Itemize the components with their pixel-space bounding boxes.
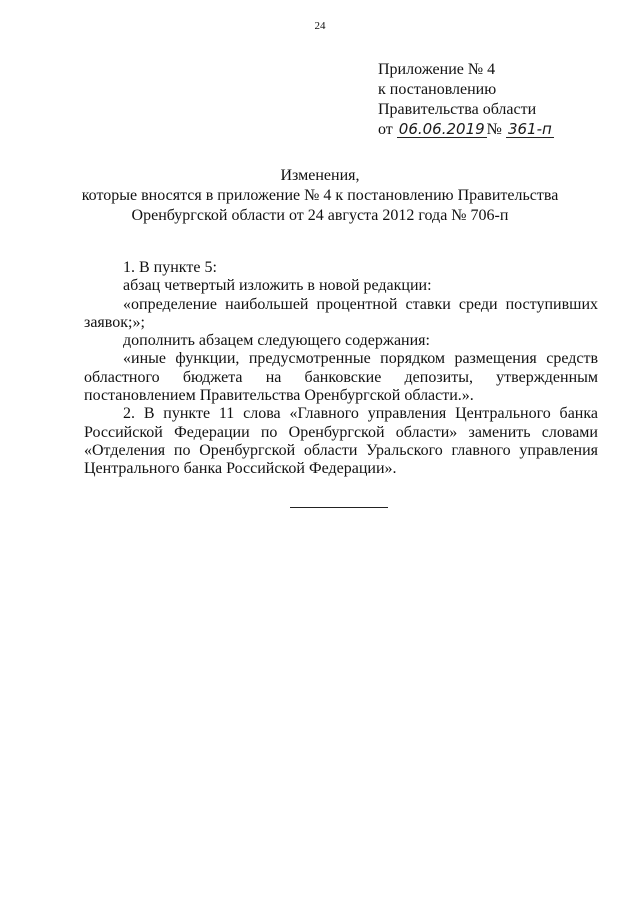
number-sign: № (486, 121, 502, 138)
appendix-line-3: Правительства области (378, 101, 537, 118)
handwritten-number: 361-п (507, 120, 552, 138)
document-title (0, 166, 640, 226)
paragraph-quote-2: «иные функции, предусмотренные порядком размещения средств областного бюджета на банковские депозиты, утвержденным постановлением Правительства Оренбургской области.». (84, 350, 598, 405)
appendix-line-1: Приложение № 4 (378, 61, 496, 78)
paragraph-abzac: абзац четвертый изложить в новой редакции: (123, 277, 432, 295)
closing-divider (290, 507, 388, 508)
document-body (84, 259, 598, 479)
paragraph-quote-1: «определение наибольшей процентной ставки среди поступивших заявок;»; (84, 295, 598, 331)
appendix-header (378, 60, 554, 140)
appendix-line-2: к постановлению (378, 81, 497, 98)
appendix-date-line (378, 120, 554, 140)
date-prefix: от (378, 121, 393, 138)
title-line-3: Оренбургской области от 24 августа 2012 года № 706-п (131, 207, 509, 224)
title-line-2: которые вносятся в приложение № 4 к постановлению Правительства (81, 187, 559, 204)
paragraph-add: дополнить абзацем следующего содержания: (123, 332, 430, 350)
paragraph-item-1: 1. В пункте 5: (123, 259, 217, 276)
handwritten-date: 06.06.2019 (398, 120, 485, 138)
page-number: 24 (314, 20, 326, 32)
title-line-1: Изменения, (280, 167, 360, 184)
paragraph-item-2: 2. В пункте 11 слова «Главного управления Центрального банка Российской Федерации по Оренбургской области» заменить словами «Отделения по Оренбургской области Уральского главного управления Центрального банка Российской Федерации». (84, 405, 598, 478)
